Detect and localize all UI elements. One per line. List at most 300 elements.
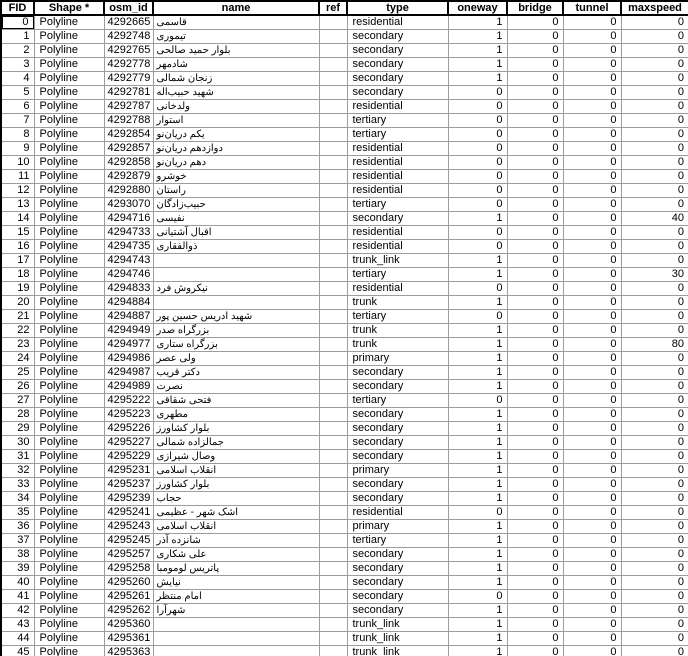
ref-cell[interactable] <box>319 380 347 394</box>
tunnel-cell[interactable]: 0 <box>563 156 621 170</box>
type-cell[interactable]: residential <box>347 226 448 240</box>
type-cell[interactable]: trunk <box>347 296 448 310</box>
tunnel-cell[interactable]: 0 <box>563 450 621 464</box>
shape-cell[interactable]: Polyline <box>34 478 104 492</box>
maxspeed-cell[interactable]: 0 <box>621 366 688 380</box>
osmid-cell[interactable]: 4295260 <box>104 576 153 590</box>
oneway-cell[interactable]: 1 <box>448 366 507 380</box>
ref-cell[interactable] <box>319 646 347 656</box>
shape-cell[interactable]: Polyline <box>34 492 104 506</box>
tunnel-cell[interactable]: 0 <box>563 604 621 618</box>
tunnel-cell[interactable]: 0 <box>563 436 621 450</box>
shape-cell[interactable]: Polyline <box>34 394 104 408</box>
maxspeed-cell[interactable]: 0 <box>621 170 688 184</box>
maxspeed-cell[interactable]: 0 <box>621 408 688 422</box>
oneway-cell[interactable]: 1 <box>448 254 507 268</box>
ref-cell[interactable] <box>319 324 347 338</box>
fid-cell[interactable]: 24 <box>1 352 34 366</box>
fid-cell[interactable]: 31 <box>1 450 34 464</box>
tunnel-cell[interactable]: 0 <box>563 492 621 506</box>
name-cell[interactable]: تیموری <box>153 30 319 44</box>
tunnel-cell[interactable]: 0 <box>563 212 621 226</box>
shape-cell[interactable]: Polyline <box>34 142 104 156</box>
shape-cell[interactable]: Polyline <box>34 380 104 394</box>
name-cell[interactable] <box>153 296 319 310</box>
type-cell[interactable]: secondary <box>347 86 448 100</box>
shape-cell[interactable]: Polyline <box>34 562 104 576</box>
name-cell[interactable] <box>153 254 319 268</box>
name-cell[interactable]: شادمهر <box>153 58 319 72</box>
name-cell[interactable]: اقبال آشتیانی <box>153 226 319 240</box>
type-cell[interactable]: secondary <box>347 44 448 58</box>
type-cell[interactable]: trunk <box>347 338 448 352</box>
oneway-cell[interactable]: 1 <box>448 548 507 562</box>
fid-cell[interactable]: 16 <box>1 240 34 254</box>
bridge-cell[interactable]: 0 <box>507 324 563 338</box>
oneway-cell[interactable]: 1 <box>448 422 507 436</box>
name-cell[interactable]: شانزده آذر <box>153 534 319 548</box>
bridge-cell[interactable]: 0 <box>507 506 563 520</box>
maxspeed-cell[interactable]: 0 <box>621 240 688 254</box>
ref-cell[interactable] <box>319 310 347 324</box>
shape-cell[interactable]: Polyline <box>34 184 104 198</box>
fid-cell[interactable]: 17 <box>1 254 34 268</box>
maxspeed-cell[interactable]: 0 <box>621 352 688 366</box>
type-cell[interactable]: secondary <box>347 72 448 86</box>
bridge-cell[interactable]: 0 <box>507 366 563 380</box>
name-cell[interactable]: قاسمی <box>153 15 319 30</box>
ref-cell[interactable] <box>319 562 347 576</box>
name-cell[interactable]: اشک شهر - عظیمی <box>153 506 319 520</box>
osmid-cell[interactable]: 4292788 <box>104 114 153 128</box>
column-header-tunnel[interactable]: tunnel <box>563 1 621 15</box>
ref-cell[interactable] <box>319 492 347 506</box>
maxspeed-cell[interactable]: 0 <box>621 15 688 30</box>
maxspeed-cell[interactable]: 0 <box>621 58 688 72</box>
tunnel-cell[interactable]: 0 <box>563 562 621 576</box>
maxspeed-cell[interactable]: 0 <box>621 576 688 590</box>
tunnel-cell[interactable]: 0 <box>563 408 621 422</box>
maxspeed-cell[interactable]: 0 <box>621 184 688 198</box>
tunnel-cell[interactable]: 0 <box>563 240 621 254</box>
bridge-cell[interactable]: 0 <box>507 436 563 450</box>
name-cell[interactable]: نفیسی <box>153 212 319 226</box>
maxspeed-cell[interactable]: 0 <box>621 632 688 646</box>
shape-cell[interactable]: Polyline <box>34 576 104 590</box>
maxspeed-cell[interactable]: 0 <box>621 520 688 534</box>
tunnel-cell[interactable]: 0 <box>563 352 621 366</box>
ref-cell[interactable] <box>319 268 347 282</box>
osmid-cell[interactable]: 4292854 <box>104 128 153 142</box>
type-cell[interactable]: secondary <box>347 422 448 436</box>
maxspeed-cell[interactable]: 0 <box>621 114 688 128</box>
shape-cell[interactable]: Polyline <box>34 618 104 632</box>
shape-cell[interactable]: Polyline <box>34 296 104 310</box>
shape-cell[interactable]: Polyline <box>34 114 104 128</box>
oneway-cell[interactable]: 1 <box>448 450 507 464</box>
oneway-cell[interactable]: 0 <box>448 310 507 324</box>
ref-cell[interactable] <box>319 58 347 72</box>
shape-cell[interactable]: Polyline <box>34 72 104 86</box>
osmid-cell[interactable]: 4292665 <box>104 15 153 30</box>
shape-cell[interactable]: Polyline <box>34 450 104 464</box>
maxspeed-cell[interactable]: 0 <box>621 422 688 436</box>
osmid-cell[interactable]: 4292779 <box>104 72 153 86</box>
osmid-cell[interactable]: 4292781 <box>104 86 153 100</box>
name-cell[interactable] <box>153 268 319 282</box>
maxspeed-cell[interactable]: 0 <box>621 86 688 100</box>
oneway-cell[interactable]: 0 <box>448 240 507 254</box>
fid-cell[interactable]: 7 <box>1 114 34 128</box>
bridge-cell[interactable]: 0 <box>507 282 563 296</box>
bridge-cell[interactable]: 0 <box>507 422 563 436</box>
shape-cell[interactable]: Polyline <box>34 324 104 338</box>
shape-cell[interactable]: Polyline <box>34 254 104 268</box>
oneway-cell[interactable]: 1 <box>448 618 507 632</box>
shape-cell[interactable]: Polyline <box>34 338 104 352</box>
bridge-cell[interactable]: 0 <box>507 632 563 646</box>
tunnel-cell[interactable]: 0 <box>563 548 621 562</box>
fid-cell[interactable]: 23 <box>1 338 34 352</box>
bridge-cell[interactable]: 0 <box>507 618 563 632</box>
shape-cell[interactable]: Polyline <box>34 30 104 44</box>
type-cell[interactable]: primary <box>347 520 448 534</box>
bridge-cell[interactable]: 0 <box>507 184 563 198</box>
oneway-cell[interactable]: 0 <box>448 142 507 156</box>
tunnel-cell[interactable]: 0 <box>563 72 621 86</box>
type-cell[interactable]: residential <box>347 142 448 156</box>
name-cell[interactable]: ولی عصر <box>153 352 319 366</box>
column-header-shape[interactable]: Shape * <box>34 1 104 15</box>
type-cell[interactable]: secondary <box>347 366 448 380</box>
fid-cell[interactable] <box>1 15 34 30</box>
fid-cell[interactable]: 12 <box>1 184 34 198</box>
tunnel-cell[interactable]: 0 <box>563 422 621 436</box>
name-cell[interactable]: بلوار حمید صالحی <box>153 44 319 58</box>
type-cell[interactable]: secondary <box>347 492 448 506</box>
maxspeed-cell[interactable]: 0 <box>621 604 688 618</box>
name-cell[interactable]: حجاب <box>153 492 319 506</box>
oneway-cell[interactable]: 0 <box>448 226 507 240</box>
ref-cell[interactable] <box>319 296 347 310</box>
fid-cell[interactable]: 18 <box>1 268 34 282</box>
maxspeed-cell[interactable]: 0 <box>621 562 688 576</box>
bridge-cell[interactable]: 0 <box>507 534 563 548</box>
oneway-cell[interactable]: 0 <box>448 184 507 198</box>
fid-cell[interactable]: 5 <box>1 86 34 100</box>
fid-cell[interactable]: 9 <box>1 142 34 156</box>
ref-cell[interactable] <box>319 422 347 436</box>
oneway-cell[interactable]: 1 <box>448 478 507 492</box>
ref-cell[interactable] <box>319 604 347 618</box>
column-header-osm_id[interactable]: osm_id <box>104 1 153 15</box>
oneway-cell[interactable]: 0 <box>448 114 507 128</box>
tunnel-cell[interactable]: 0 <box>563 534 621 548</box>
osmid-cell[interactable]: 4294833 <box>104 282 153 296</box>
oneway-cell[interactable]: 0 <box>448 128 507 142</box>
ref-cell[interactable] <box>319 352 347 366</box>
oneway-cell[interactable]: 1 <box>448 534 507 548</box>
bridge-cell[interactable]: 0 <box>507 198 563 212</box>
shape-cell[interactable]: Polyline <box>34 422 104 436</box>
oneway-cell[interactable]: 1 <box>448 15 507 30</box>
shape-cell[interactable]: Polyline <box>34 86 104 100</box>
oneway-cell[interactable]: 1 <box>448 520 507 534</box>
type-cell[interactable]: secondary <box>347 380 448 394</box>
fid-cell[interactable]: 42 <box>1 604 34 618</box>
osmid-cell[interactable]: 4294716 <box>104 212 153 226</box>
osmid-cell[interactable]: 4294987 <box>104 366 153 380</box>
shape-cell[interactable]: Polyline <box>34 212 104 226</box>
fid-cell[interactable]: 2 <box>1 44 34 58</box>
column-header-oneway[interactable]: oneway <box>448 1 507 15</box>
column-header-fid[interactable]: FID <box>1 1 34 15</box>
shape-cell[interactable]: Polyline <box>34 604 104 618</box>
bridge-cell[interactable]: 0 <box>507 352 563 366</box>
ref-cell[interactable] <box>319 128 347 142</box>
type-cell[interactable]: trunk_link <box>347 618 448 632</box>
oneway-cell[interactable]: 1 <box>448 324 507 338</box>
tunnel-cell[interactable]: 0 <box>563 590 621 604</box>
name-cell[interactable]: نصرت <box>153 380 319 394</box>
ref-cell[interactable] <box>319 632 347 646</box>
ref-cell[interactable] <box>319 142 347 156</box>
maxspeed-cell[interactable]: 0 <box>621 198 688 212</box>
shape-cell[interactable]: Polyline <box>34 464 104 478</box>
bridge-cell[interactable]: 0 <box>507 590 563 604</box>
shape-cell[interactable]: Polyline <box>34 548 104 562</box>
maxspeed-cell[interactable]: 0 <box>621 548 688 562</box>
bridge-cell[interactable]: 0 <box>507 128 563 142</box>
shape-cell[interactable]: Polyline <box>34 15 104 30</box>
tunnel-cell[interactable]: 0 <box>563 184 621 198</box>
type-cell[interactable]: trunk_link <box>347 646 448 656</box>
osmid-cell[interactable]: 4295360 <box>104 618 153 632</box>
fid-cell[interactable]: 45 <box>1 646 34 656</box>
oneway-cell[interactable]: 0 <box>448 170 507 184</box>
ref-cell[interactable] <box>319 86 347 100</box>
osmid-cell[interactable]: 4295261 <box>104 590 153 604</box>
maxspeed-cell[interactable]: 0 <box>621 324 688 338</box>
bridge-cell[interactable]: 0 <box>507 492 563 506</box>
osmid-cell[interactable]: 4295237 <box>104 478 153 492</box>
fid-cell[interactable]: 25 <box>1 366 34 380</box>
type-cell[interactable]: secondary <box>347 408 448 422</box>
fid-cell[interactable]: 39 <box>1 562 34 576</box>
maxspeed-cell[interactable]: 0 <box>621 142 688 156</box>
column-header-ref[interactable]: ref <box>319 1 347 15</box>
fid-cell[interactable]: 36 <box>1 520 34 534</box>
ref-cell[interactable] <box>319 170 347 184</box>
shape-cell[interactable]: Polyline <box>34 198 104 212</box>
shape-cell[interactable]: Polyline <box>34 366 104 380</box>
fid-cell[interactable]: 27 <box>1 394 34 408</box>
bridge-cell[interactable]: 0 <box>507 100 563 114</box>
fid-cell[interactable]: 3 <box>1 58 34 72</box>
ref-cell[interactable] <box>319 254 347 268</box>
osmid-cell[interactable]: 4295363 <box>104 646 153 656</box>
ref-cell[interactable] <box>319 450 347 464</box>
bridge-cell[interactable]: 0 <box>507 156 563 170</box>
name-cell[interactable]: بزرگراه ستاری <box>153 338 319 352</box>
bridge-cell[interactable]: 0 <box>507 44 563 58</box>
tunnel-cell[interactable]: 0 <box>563 114 621 128</box>
name-cell[interactable]: مطهری <box>153 408 319 422</box>
name-cell[interactable]: علی شکاری <box>153 548 319 562</box>
tunnel-cell[interactable]: 0 <box>563 142 621 156</box>
osmid-cell[interactable]: 4292765 <box>104 44 153 58</box>
name-cell[interactable]: دوازدهم دریان‌نو <box>153 142 319 156</box>
maxspeed-cell[interactable]: 0 <box>621 534 688 548</box>
type-cell[interactable]: secondary <box>347 450 448 464</box>
oneway-cell[interactable]: 0 <box>448 86 507 100</box>
bridge-cell[interactable]: 0 <box>507 226 563 240</box>
tunnel-cell[interactable]: 0 <box>563 296 621 310</box>
bridge-cell[interactable]: 0 <box>507 86 563 100</box>
maxspeed-cell[interactable]: 0 <box>621 478 688 492</box>
osmid-cell[interactable]: 4295226 <box>104 422 153 436</box>
tunnel-cell[interactable]: 0 <box>563 226 621 240</box>
name-cell[interactable] <box>153 632 319 646</box>
oneway-cell[interactable]: 1 <box>448 576 507 590</box>
fid-cell[interactable]: 8 <box>1 128 34 142</box>
ref-cell[interactable] <box>319 394 347 408</box>
ref-cell[interactable] <box>319 114 347 128</box>
oneway-cell[interactable]: 1 <box>448 296 507 310</box>
shape-cell[interactable]: Polyline <box>34 170 104 184</box>
maxspeed-cell[interactable]: 0 <box>621 30 688 44</box>
bridge-cell[interactable]: 0 <box>507 548 563 562</box>
oneway-cell[interactable]: 1 <box>448 562 507 576</box>
shape-cell[interactable]: Polyline <box>34 352 104 366</box>
bridge-cell[interactable]: 0 <box>507 520 563 534</box>
fid-cell[interactable]: 14 <box>1 212 34 226</box>
osmid-cell[interactable]: 4292778 <box>104 58 153 72</box>
bridge-cell[interactable]: 0 <box>507 170 563 184</box>
type-cell[interactable]: residential <box>347 184 448 198</box>
ref-cell[interactable] <box>319 548 347 562</box>
type-cell[interactable]: primary <box>347 464 448 478</box>
fid-cell[interactable]: 21 <box>1 310 34 324</box>
osmid-cell[interactable]: 4292748 <box>104 30 153 44</box>
maxspeed-cell[interactable]: 80 <box>621 338 688 352</box>
maxspeed-cell[interactable]: 0 <box>621 226 688 240</box>
type-cell[interactable]: residential <box>347 240 448 254</box>
shape-cell[interactable]: Polyline <box>34 156 104 170</box>
maxspeed-cell[interactable]: 0 <box>621 464 688 478</box>
osmid-cell[interactable]: 4295229 <box>104 450 153 464</box>
ref-cell[interactable] <box>319 282 347 296</box>
shape-cell[interactable]: Polyline <box>34 506 104 520</box>
bridge-cell[interactable]: 0 <box>507 296 563 310</box>
osmid-cell[interactable]: 4295243 <box>104 520 153 534</box>
ref-cell[interactable] <box>319 240 347 254</box>
shape-cell[interactable]: Polyline <box>34 534 104 548</box>
name-cell[interactable]: زنجان شمالی <box>153 72 319 86</box>
bridge-cell[interactable]: 0 <box>507 478 563 492</box>
ref-cell[interactable] <box>319 100 347 114</box>
tunnel-cell[interactable]: 0 <box>563 632 621 646</box>
tunnel-cell[interactable]: 0 <box>563 338 621 352</box>
osmid-cell[interactable]: 4292857 <box>104 142 153 156</box>
maxspeed-cell[interactable]: 0 <box>621 156 688 170</box>
tunnel-cell[interactable]: 0 <box>563 464 621 478</box>
type-cell[interactable]: secondary <box>347 590 448 604</box>
osmid-cell[interactable]: 4294735 <box>104 240 153 254</box>
type-cell[interactable]: residential <box>347 282 448 296</box>
tunnel-cell[interactable]: 0 <box>563 394 621 408</box>
shape-cell[interactable]: Polyline <box>34 310 104 324</box>
oneway-cell[interactable]: 1 <box>448 268 507 282</box>
fid-cell[interactable]: 32 <box>1 464 34 478</box>
shape-cell[interactable]: Polyline <box>34 44 104 58</box>
type-cell[interactable]: tertiary <box>347 310 448 324</box>
type-cell[interactable]: tertiary <box>347 114 448 128</box>
name-cell[interactable]: انقلاب اسلامی <box>153 520 319 534</box>
tunnel-cell[interactable]: 0 <box>563 86 621 100</box>
tunnel-cell[interactable]: 0 <box>563 128 621 142</box>
name-cell[interactable]: پاتریس لومومبا <box>153 562 319 576</box>
bridge-cell[interactable]: 0 <box>507 254 563 268</box>
fid-cell[interactable]: 15 <box>1 226 34 240</box>
maxspeed-cell[interactable]: 0 <box>621 436 688 450</box>
fid-cell[interactable]: 26 <box>1 380 34 394</box>
type-cell[interactable]: residential <box>347 156 448 170</box>
oneway-cell[interactable]: 0 <box>448 156 507 170</box>
type-cell[interactable]: residential <box>347 506 448 520</box>
type-cell[interactable]: tertiary <box>347 198 448 212</box>
tunnel-cell[interactable]: 0 <box>563 618 621 632</box>
maxspeed-cell[interactable]: 0 <box>621 296 688 310</box>
shape-cell[interactable]: Polyline <box>34 646 104 656</box>
ref-cell[interactable] <box>319 156 347 170</box>
bridge-cell[interactable]: 0 <box>507 408 563 422</box>
oneway-cell[interactable]: 0 <box>448 590 507 604</box>
ref-cell[interactable] <box>319 30 347 44</box>
bridge-cell[interactable]: 0 <box>507 576 563 590</box>
fid-cell[interactable]: 28 <box>1 408 34 422</box>
tunnel-cell[interactable]: 0 <box>563 58 621 72</box>
oneway-cell[interactable]: 1 <box>448 408 507 422</box>
ref-cell[interactable] <box>319 436 347 450</box>
ref-cell[interactable] <box>319 184 347 198</box>
ref-cell[interactable] <box>319 408 347 422</box>
type-cell[interactable]: tertiary <box>347 394 448 408</box>
maxspeed-cell[interactable]: 0 <box>621 450 688 464</box>
bridge-cell[interactable]: 0 <box>507 58 563 72</box>
osmid-cell[interactable]: 4294949 <box>104 324 153 338</box>
osmid-cell[interactable]: 4294884 <box>104 296 153 310</box>
maxspeed-cell[interactable]: 0 <box>621 492 688 506</box>
ref-cell[interactable] <box>319 478 347 492</box>
name-cell[interactable]: بلوار کشاورز <box>153 478 319 492</box>
osmid-cell[interactable]: 4295222 <box>104 394 153 408</box>
ref-cell[interactable] <box>319 534 347 548</box>
fid-cell[interactable]: 11 <box>1 170 34 184</box>
ref-cell[interactable] <box>319 44 347 58</box>
type-cell[interactable]: secondary <box>347 576 448 590</box>
column-header-name[interactable]: name <box>153 1 319 15</box>
maxspeed-cell[interactable]: 0 <box>621 590 688 604</box>
name-cell[interactable]: انقلاب اسلامی <box>153 464 319 478</box>
type-cell[interactable]: residential <box>347 15 448 30</box>
bridge-cell[interactable]: 0 <box>507 604 563 618</box>
tunnel-cell[interactable]: 0 <box>563 15 621 30</box>
tunnel-cell[interactable]: 0 <box>563 366 621 380</box>
tunnel-cell[interactable]: 0 <box>563 520 621 534</box>
bridge-cell[interactable]: 0 <box>507 142 563 156</box>
oneway-cell[interactable]: 0 <box>448 198 507 212</box>
